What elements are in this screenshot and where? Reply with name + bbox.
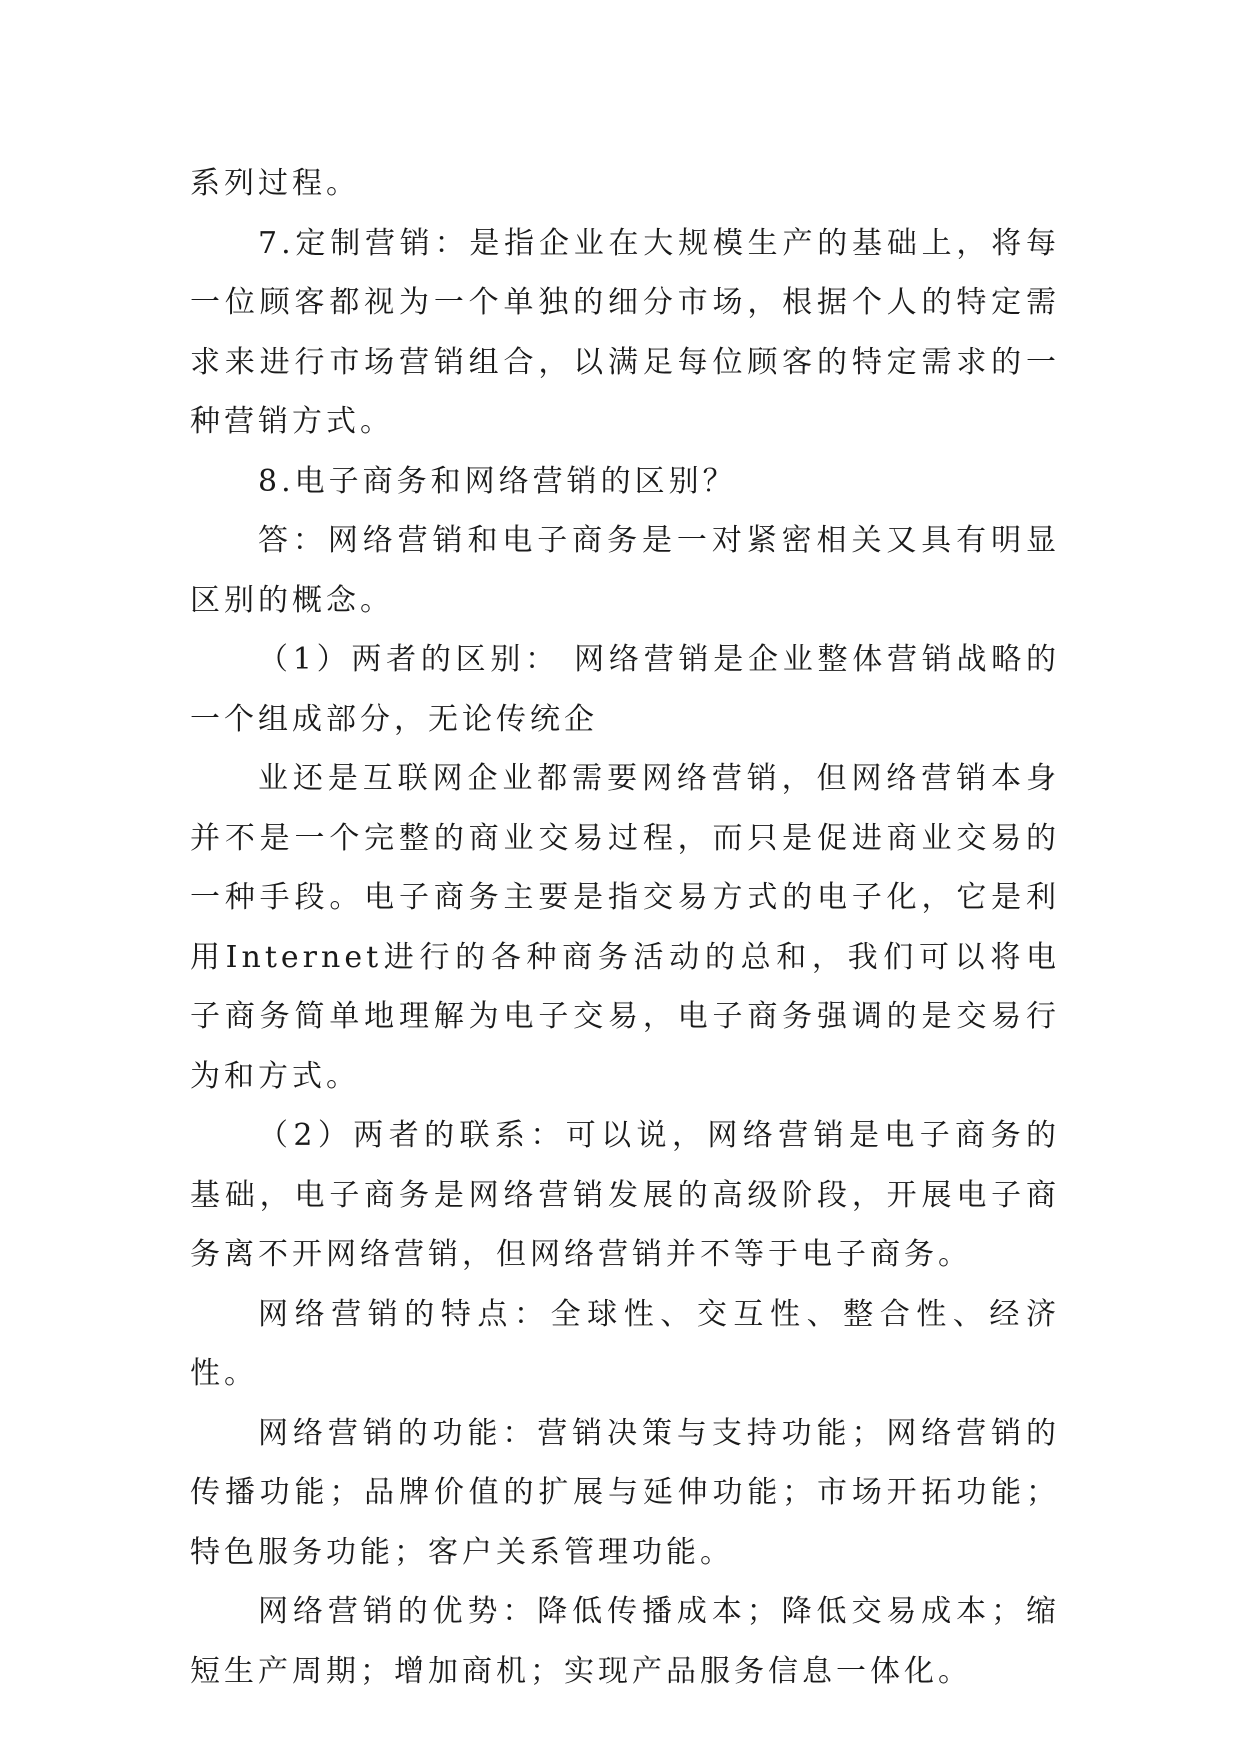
paragraph-functions: 网络营销的功能：营销决策与支持功能；网络营销的传播功能；品牌价值的扩展与延伸功能；市场开拓功能；特色服务功能；客户关系管理功能。	[190, 1415, 1060, 1570]
answer-intro: 答：网络营销和电子商务是一对紧密相关又具有明显区别的概念。	[190, 523, 1060, 618]
paragraph-difference: （1）两者的区别： 网络营销是企业整体营销战略的一个组成部分，无论传统企	[190, 642, 1060, 737]
paragraph-features: 网络营销的特点：全球性、交互性、整合性、经济性。	[190, 1296, 1060, 1391]
paragraph-continuation: 系列过程。	[190, 166, 360, 201]
body-text	[190, 154, 1060, 1701]
paragraph-relation: （2）两者的联系：可以说，网络营销是电子商务的基础，电子商务是网络营销发展的高级阶段，开展电子商务离不开网络营销，但网络营销并不等于电子商务。	[190, 1118, 1060, 1272]
paragraph-advantages: 网络营销的优势：降低传播成本；降低交易成本；缩短生产周期；增加商机；实现产品服务信息一体化。	[190, 1594, 1060, 1689]
question-heading: 8.电子商务和网络营销的区别？	[258, 463, 737, 499]
paragraph-difference-continued: 业还是互联网企业都需要网络营销，但网络营销本身并不是一个完整的商业交易过程，而只是促进商业交易的一种手段。电子商务主要是指交易方式的电子化，它是利用Internet进行的各种商务活动的总和，我们可以将电子商务简单地理解为电子交易，电子商务强调的是交易行为和方式。	[190, 761, 1060, 1094]
paragraph-custom-marketing: 7.定制营销：是指企业在大规模生产的基础上，将每一位顾客都视为一个单独的细分市场，根据个人的特定需求来进行市场营销组合，以满足每位顾客的特定需求的一种营销方式。	[190, 225, 1060, 439]
